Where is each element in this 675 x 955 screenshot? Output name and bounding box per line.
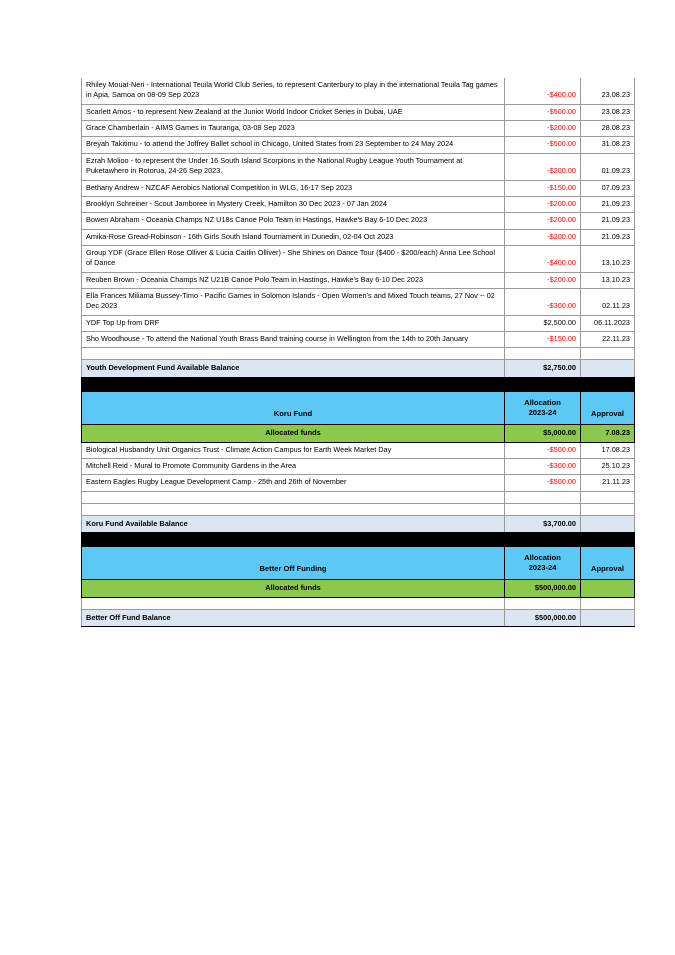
- row-amount: -$200.00: [505, 121, 581, 137]
- row-amount: -$150.00: [505, 332, 581, 348]
- row-approval-date: 21.09.23: [581, 196, 635, 212]
- row-amount: -$500.00: [505, 137, 581, 153]
- table-row: [82, 153, 635, 180]
- row-amount: -$200.00: [505, 196, 581, 212]
- row-amount: -$200.00: [505, 213, 581, 229]
- divider-cell: [505, 534, 581, 546]
- row-description: Scarlett Amos - to represent New Zealand at the Junior World Indoor Cricket Series in Dubai, UAE: [82, 104, 505, 120]
- table-row: [82, 137, 635, 153]
- row-approval-date: 28.08.23: [581, 121, 635, 137]
- row-amount: -$500.00: [505, 475, 581, 491]
- divider-cell: [505, 378, 581, 390]
- fund-balance-label: Better Off Fund Balance: [82, 609, 505, 627]
- row-amount: -$150.00: [505, 180, 581, 196]
- divider-cell: [82, 534, 505, 546]
- fund-balance-approval: [581, 515, 635, 533]
- row-description: Grace Chamberlain - AIMS Games in Tauranga, 03-08 Sep 2023: [82, 121, 505, 137]
- spacer-row: [82, 348, 635, 360]
- spacer-cell: [82, 597, 505, 609]
- row-amount: -$200.00: [505, 272, 581, 288]
- approval-column-header: Approval: [581, 391, 635, 424]
- spacer-cell: [581, 597, 635, 609]
- row-approval-date: 07.09.23: [581, 180, 635, 196]
- funding-tables-container: [81, 78, 634, 627]
- row-description: Sho Woodhouse - To attend the National Youth Brass Band training course in Wellington from the 14th to 20th January: [82, 332, 505, 348]
- table-row: [82, 104, 635, 120]
- fund-balance-row: [82, 360, 635, 378]
- table-row: [82, 442, 635, 458]
- row-description: Ella Frances Miliama Bussey-Timo - Pacific Games in Solomon Islands - Open Women's and Mixed Touch teams, 27 Nov -- 02 Dec 2023: [82, 289, 505, 316]
- table-row: [82, 78, 635, 104]
- row-description: Amika-Rose Gread-Robinson - 16th Girls South Island Tournament in Dunedin, 02-04 Oct 2023: [82, 229, 505, 245]
- allocation-column-header: [505, 547, 581, 580]
- section-divider: [81, 378, 635, 391]
- section-header-row: [82, 547, 635, 580]
- section-title: Koru Fund: [82, 391, 505, 424]
- row-approval-date: 01.09.23: [581, 153, 635, 180]
- row-approval-date: 23.08.23: [581, 78, 635, 104]
- allocation-label: Allocation: [524, 553, 561, 563]
- allocated-funds-row: [82, 580, 635, 598]
- allocation-column-header: [505, 391, 581, 424]
- fund-table-youth-development-fund: [81, 78, 635, 378]
- row-approval-date: 02.11.23: [581, 289, 635, 316]
- section-header-row: [82, 391, 635, 424]
- row-amount: -$500.00: [505, 104, 581, 120]
- row-approval-date: 25.10.23: [581, 458, 635, 474]
- row-amount: -$200.00: [505, 153, 581, 180]
- allocated-funds-approval: [581, 580, 635, 598]
- table-row: [82, 332, 635, 348]
- spacer-cell: [82, 491, 505, 503]
- row-description: Bowen Abraham - Oceania Champs NZ U18s Canoe Polo Team in Hastings, Hawke's Bay 6-10 Dec 2023: [82, 213, 505, 229]
- row-description: Bethany Andrew - NZCAF Aerobics National Competition in WLG, 16-17 Sep 2023: [82, 180, 505, 196]
- allocated-funds-label: Allocated funds: [82, 424, 505, 442]
- allocation-year: 2023-24: [528, 563, 557, 573]
- row-description: Mitchell Reid - Mural to Promote Community Gardens in the Area: [82, 458, 505, 474]
- table-row: [82, 458, 635, 474]
- row-description: Group YDF (Grace Ellen Rose Olliver & Lucia Caitlin Olliver) - She Shines on Dance Tour ($400 - $200/each) Anna Lee School of Dance: [82, 245, 505, 272]
- allocated-funds-approval: 7.08.23: [581, 424, 635, 442]
- row-description: Biological Husbandry Unit Organics Trust - Climate Action Campus for Earth Week Market Day: [82, 442, 505, 458]
- spacer-cell: [82, 503, 505, 515]
- row-description: Breyah Takitimu - to attend the Joffrey Ballet school in Chicago, United States from 23 September to 24 May 2024: [82, 137, 505, 153]
- table-row: [82, 121, 635, 137]
- row-description: YDF Top Up from DRF: [82, 315, 505, 331]
- row-amount: $2,500.00: [505, 315, 581, 331]
- row-amount: -$500.00: [505, 442, 581, 458]
- table-row: [82, 315, 635, 331]
- allocated-funds-amount: $500,000.00: [505, 580, 581, 598]
- spacer-row: [82, 503, 635, 515]
- allocated-funds-label: Allocated funds: [82, 580, 505, 598]
- row-description: Reuben Brown - Oceania Champs NZ U21B Canoe Polo Team in Hastings, Hawke's Bay 6-10 Dec 2023: [82, 272, 505, 288]
- fund-balance-approval: [581, 360, 635, 378]
- row-approval-date: 13.10.23: [581, 245, 635, 272]
- row-description: Rhiley Mouat-Neri - International Teuila World Club Series, to represent Canterbury to play in the international Teuila Tag games in Apia, Samoa on 08-09 Sep 2023: [82, 78, 505, 104]
- fund-balance-amount: $3,700.00: [505, 515, 581, 533]
- divider-cell: [82, 378, 505, 390]
- row-approval-date: 23.08.23: [581, 104, 635, 120]
- table-row: [82, 213, 635, 229]
- fund-balance-row: [82, 515, 635, 533]
- spacer-row: [82, 597, 635, 609]
- row-approval-date: 21.09.23: [581, 229, 635, 245]
- section-divider: [81, 533, 635, 546]
- section-title: Better Off Funding: [82, 547, 505, 580]
- fund-balance-approval: [581, 609, 635, 627]
- allocation-year: 2023-24: [528, 407, 557, 417]
- allocated-funds-row: [82, 424, 635, 442]
- spacer-cell: [505, 348, 581, 360]
- spacer-cell: [505, 503, 581, 515]
- row-approval-date: 22.11.23: [581, 332, 635, 348]
- spacer-cell: [581, 491, 635, 503]
- row-approval-date: 21.11.23: [581, 475, 635, 491]
- fund-balance-amount: $2,750.00: [505, 360, 581, 378]
- row-amount: -$300.00: [505, 458, 581, 474]
- table-row: [82, 180, 635, 196]
- fund-table-koru-fund: [81, 391, 635, 533]
- fund-balance-label: Koru Fund Available Balance: [82, 515, 505, 533]
- row-approval-date: 17.08.23: [581, 442, 635, 458]
- row-amount: -$400.00: [505, 245, 581, 272]
- table-row: [82, 229, 635, 245]
- row-approval-date: 31.08.23: [581, 137, 635, 153]
- row-amount: -$400.00: [505, 78, 581, 104]
- row-description: Brooklyn Schreiner - Scout Jamboree in Mystery Creek, Hamilton 30 Dec 2023 - 07 Jan 2024: [82, 196, 505, 212]
- row-description: Ezrah Molioo - to represent the Under 16 South Island Scorpions in the National Rugby League Youth Tournament at Puketawhero in Rotorua, 24-26 Sep 2023.: [82, 153, 505, 180]
- table-row: [82, 245, 635, 272]
- table-row: [82, 272, 635, 288]
- table-row: [82, 196, 635, 212]
- table-row: [82, 289, 635, 316]
- spacer-cell: [505, 491, 581, 503]
- approval-column-header: Approval: [581, 547, 635, 580]
- row-amount: -$200.00: [505, 229, 581, 245]
- row-approval-date: 13.10.23: [581, 272, 635, 288]
- fund-balance-label: Youth Development Fund Available Balance: [82, 360, 505, 378]
- allocated-funds-amount: $5,000.00: [505, 424, 581, 442]
- fund-balance-row: [82, 609, 635, 627]
- fund-table-better-off-funding: [81, 546, 635, 627]
- row-description: Eastern Eagles Rugby League Development Camp - 25th and 26th of November: [82, 475, 505, 491]
- divider-row: [82, 378, 635, 390]
- fund-balance-amount: $500,000.00: [505, 609, 581, 627]
- spacer-cell: [82, 348, 505, 360]
- row-amount: -$300.00: [505, 289, 581, 316]
- row-approval-date: 06.11.2023: [581, 315, 635, 331]
- row-approval-date: 21.09.23: [581, 213, 635, 229]
- spacer-row: [82, 491, 635, 503]
- table-row: [82, 475, 635, 491]
- divider-cell: [581, 534, 635, 546]
- allocation-label: Allocation: [524, 398, 561, 408]
- divider-cell: [581, 378, 635, 390]
- spacer-cell: [581, 503, 635, 515]
- spacer-cell: [581, 348, 635, 360]
- spacer-cell: [505, 597, 581, 609]
- divider-row: [82, 534, 635, 546]
